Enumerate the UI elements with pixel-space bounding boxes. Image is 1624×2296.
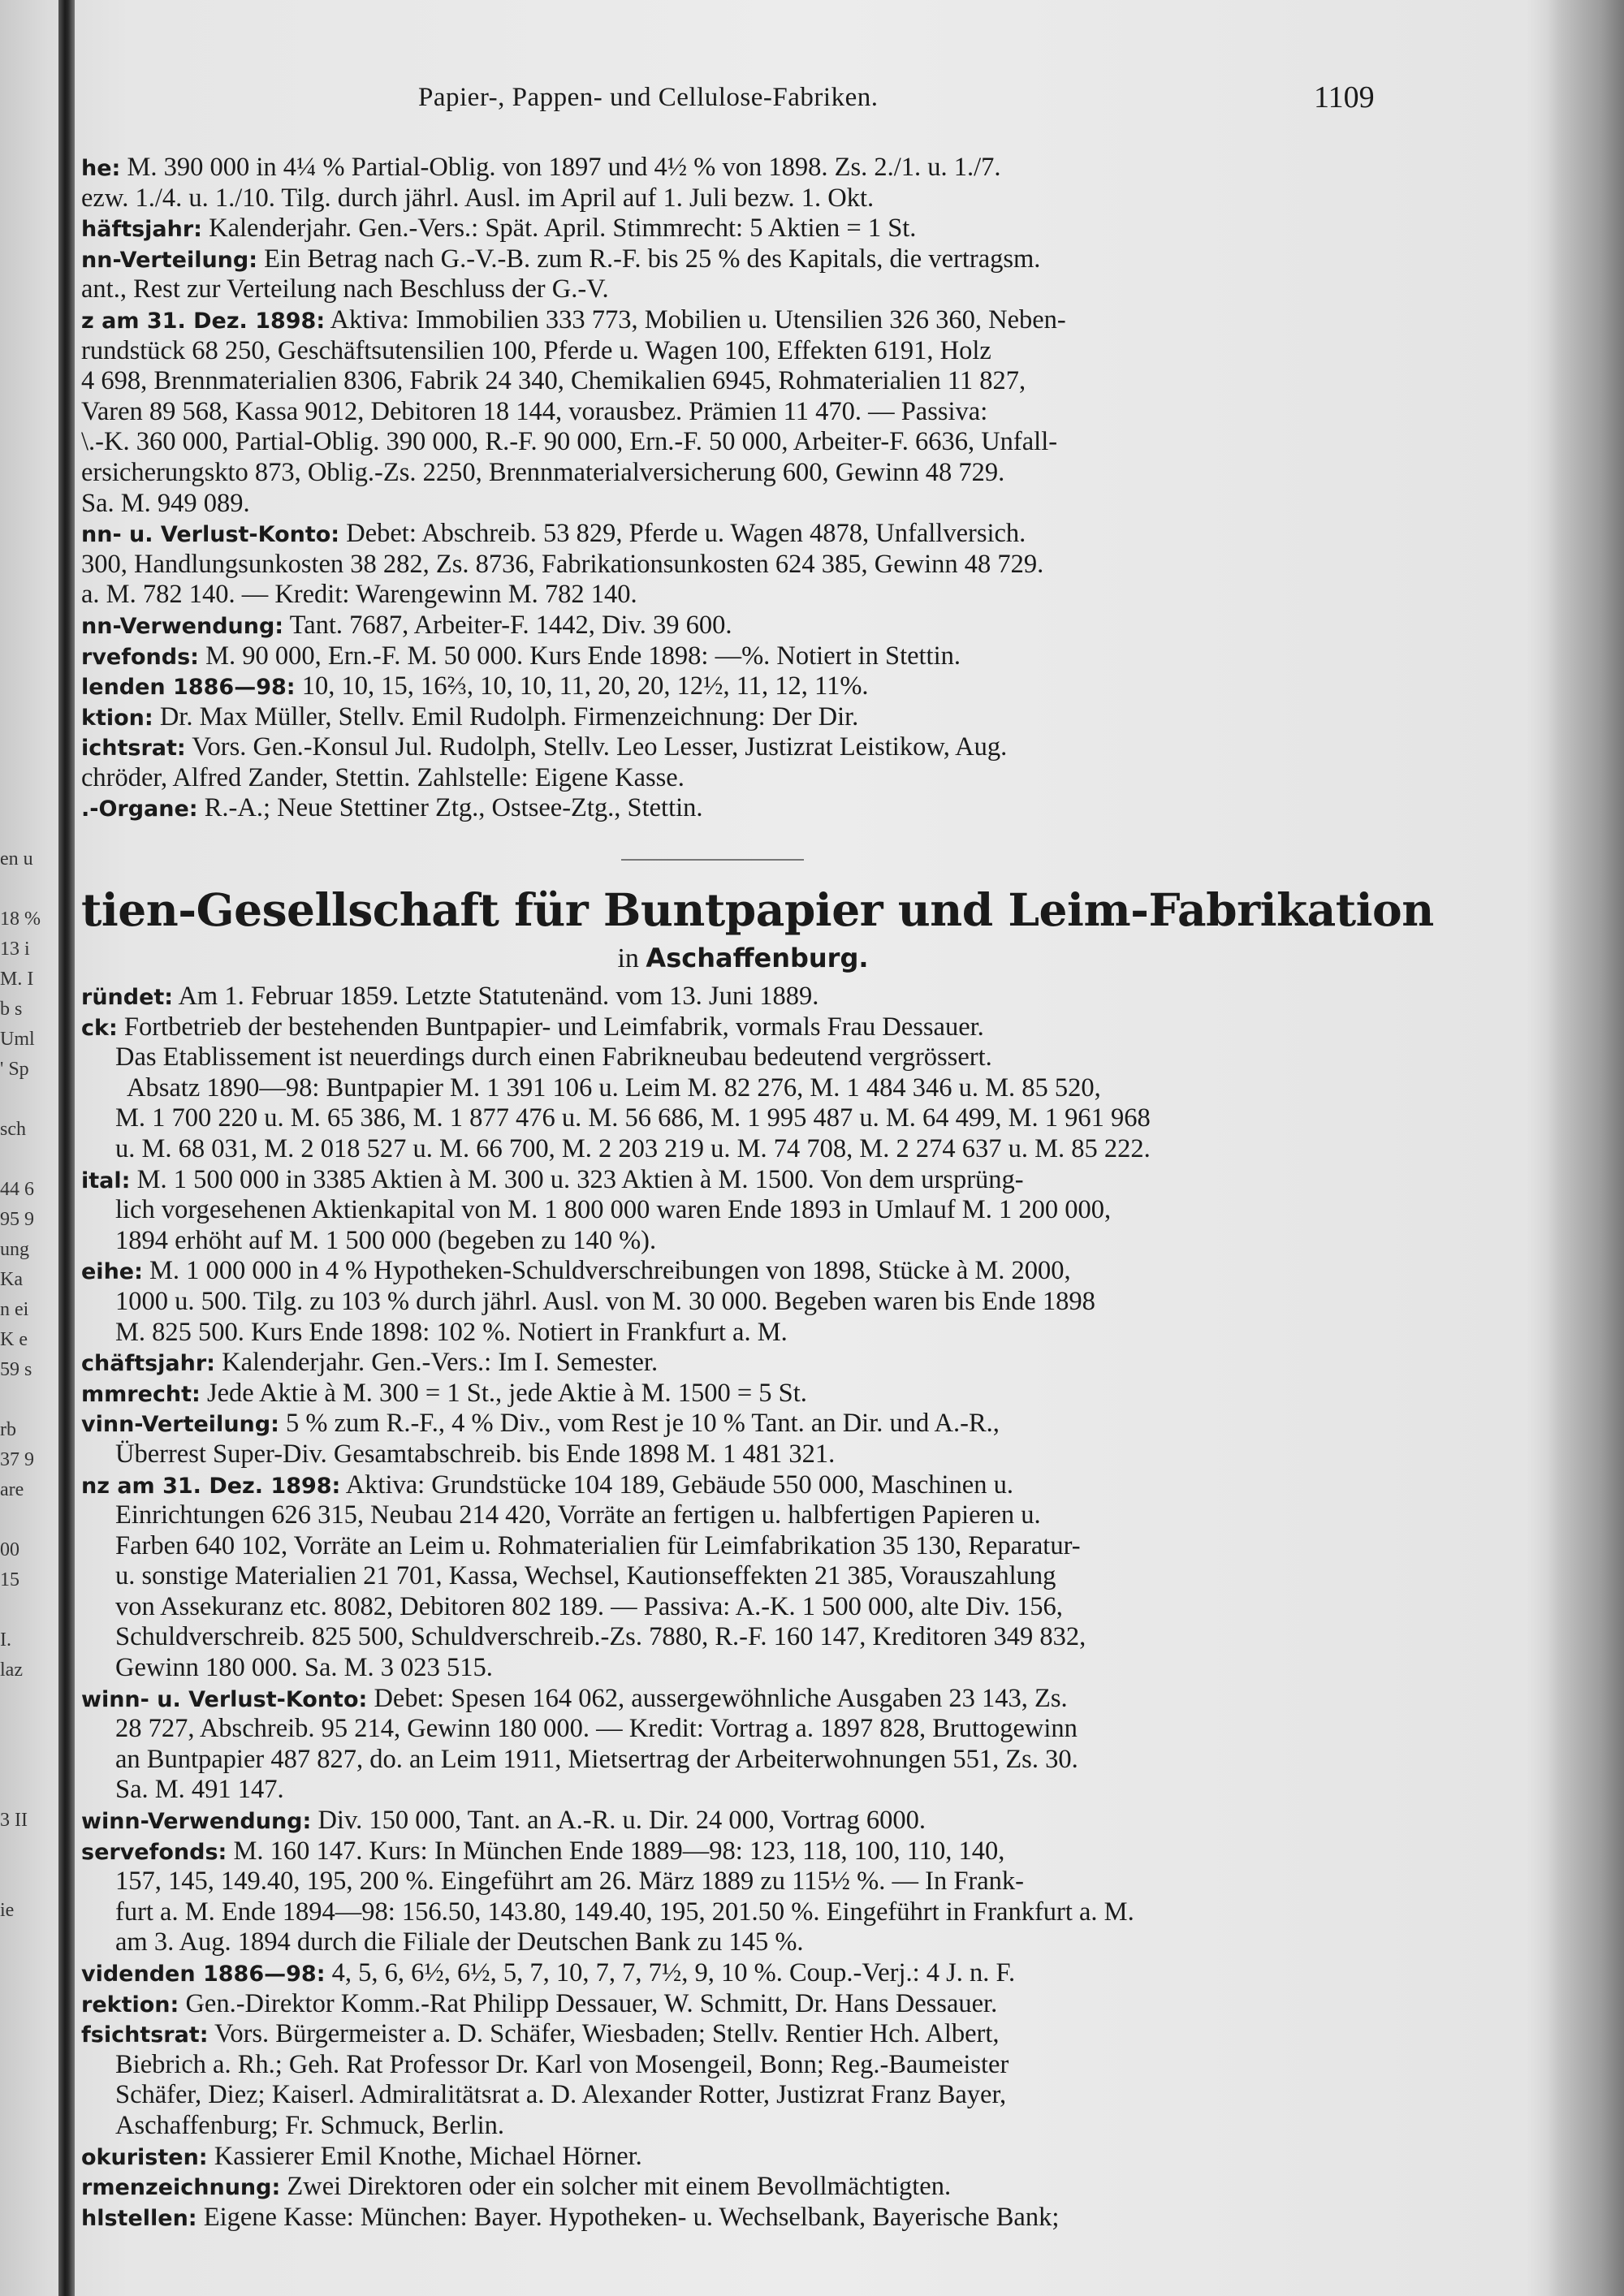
- entry-text: Schuldverschreib. 825 500, Schuldverschreib.-Zs. 7880, R.-F. 160 147, Kreditoren 349 832,: [115, 1622, 1086, 1652]
- entry-text: furt a. M. Ende 1894—98: 156.50, 143.80, 149.40, 195, 201.50 %. Eingeführt in Frankfurt a. M.: [115, 1897, 1134, 1927]
- margin-fragment: [0, 1866, 58, 1896]
- margin-fragment: Ka: [0, 1269, 23, 1290]
- entry-text: Kassierer Emil Knothe, Michael Hörner.: [207, 2141, 642, 2171]
- entry-text: Jede Aktie à M. 300 = 1 St., jede Aktie à M. 1500 = 5 St.: [200, 1378, 807, 1408]
- margin-fragment: K e: [0, 1329, 28, 1350]
- text-line: [81, 580, 1405, 611]
- entry-text: M. 1 500 000 in 3385 Aktien à M. 300 u. 323 Aktien à M. 1500. Von dem ursprüng-: [130, 1164, 1024, 1194]
- text-line: [81, 489, 1405, 520]
- text-line: [81, 1195, 1405, 1226]
- entry-text: Sa. M. 949 089.: [81, 488, 250, 518]
- entry-label: .-Organe:: [81, 796, 198, 822]
- margin-fragment: 13 i: [0, 939, 30, 960]
- margin-fragment: [0, 1085, 58, 1115]
- entry-text: Tant. 7687, Arbeiter-F. 1442, Div. 39 600.: [283, 610, 732, 640]
- text-line: [81, 1684, 1405, 1715]
- section-divider: [621, 859, 804, 861]
- entry-text: a. M. 782 140. — Kredit: Warengewinn M. 782 140.: [81, 580, 637, 610]
- margin-fragment: en u: [0, 848, 33, 870]
- entry-text: 1894 erhöht auf M. 1 500 000 (begeben zu 140 %).: [115, 1225, 657, 1255]
- entry-text: chröder, Alfred Zander, Stettin. Zahlstelle: Eigene Kasse.: [81, 762, 685, 792]
- text-line: [81, 1867, 1405, 1897]
- entry-label: okuristen:: [81, 2144, 208, 2170]
- text-line: [81, 1379, 1405, 1409]
- entry-label: mmrecht:: [81, 1381, 201, 1407]
- entry-text: lich vorgesehenen Aktienkapital von M. 1 800 000 waren Ende 1893 in Umlauf M. 1 200 000,: [115, 1195, 1112, 1225]
- text-line: [81, 458, 1405, 489]
- entry-text: Dr. Max Müller, Stellv. Emil Rudolph. Firmenzeichnung: Der Dir.: [153, 701, 859, 732]
- text-line: [81, 1500, 1405, 1531]
- margin-fragment: ung: [0, 1239, 29, 1260]
- margin-fragment: I.: [0, 1629, 11, 1651]
- text-line: [81, 793, 1405, 824]
- text-line: [81, 244, 1405, 275]
- entry-text: 5 % zum R.-F., 4 % Div., vom Rest je 10 % Tant. an Dir. und A.-R.,: [279, 1409, 1000, 1439]
- margin-fragment: 37 9: [0, 1449, 34, 1470]
- margin-fragment: b s: [0, 999, 23, 1020]
- entry-text: 157, 145, 149.40, 195, 200 %. Eingeführt am 26. März 1889 zu 115½ %. — In Frank-: [115, 1867, 1024, 1897]
- margin-fragment: [0, 1505, 58, 1535]
- entry-text: Kalenderjahr. Gen.-Vers.: Im I. Semester.: [214, 1348, 659, 1378]
- text-line: [81, 732, 1405, 763]
- entry-text: 28 727, Abschreib. 95 214, Gewinn 180 000. — Kredit: Vortrag a. 1897 828, Bruttogewinn: [115, 1714, 1078, 1744]
- entry-text: R.-A.; Neue Stettiner Ztg., Ostsee-Ztg., Stettin.: [197, 793, 703, 823]
- text-line: [81, 2080, 1405, 2111]
- entry-text: 300, Handlungsunkosten 38 282, Zs. 8736, Fabrikationsunkosten 624 385, Gewinn 48 729.: [81, 549, 1044, 579]
- text-line: [81, 641, 1405, 672]
- entry-text: Aschaffenburg; Fr. Schmuck, Berlin.: [115, 2110, 505, 2140]
- entry-text: ersicherungskto 873, Oblig.-Zs. 2250, Brennmaterialversicherung 600, Gewinn 48 729.: [81, 457, 1005, 487]
- entry-label: ichtsrat:: [81, 736, 186, 762]
- text-line: [81, 1409, 1405, 1439]
- entry-label: eihe:: [81, 1259, 143, 1285]
- book-binding-shadow: [58, 0, 75, 2296]
- text-line: [81, 2050, 1405, 2081]
- text-line: [81, 1439, 1405, 1470]
- text-line: [81, 1775, 1405, 1806]
- text-line: [81, 1012, 1405, 1043]
- entry-label: rektion:: [81, 1992, 179, 2018]
- margin-fragment: 18 %: [0, 908, 41, 930]
- margin-fragment: ' Sp: [0, 1059, 29, 1080]
- entry-text: Aktiva: Immobilien 333 773, Mobilien u. Utensilien 326 360, Neben-: [325, 304, 1066, 334]
- entry-label: servefonds:: [81, 1839, 227, 1865]
- text-line: [81, 1531, 1405, 1562]
- running-title: Papier-, Pappen- und Cellulose-Fabriken.: [418, 83, 879, 112]
- entry-label: videnden 1886—98:: [81, 1962, 326, 1987]
- entry-label: rvefonds:: [81, 644, 199, 670]
- text-line: [81, 982, 1405, 1012]
- entry-text: M. 90 000, Ern.-F. M. 50 000. Kurs Ende 1898: —%. Notiert in Stettin.: [198, 641, 961, 671]
- company-location: [81, 943, 1405, 974]
- entry-text: Einrichtungen 626 315, Neubau 214 420, Vorräte an fertigen u. halbfertigen Papieren u.: [115, 1500, 1041, 1530]
- text-line: [81, 2111, 1405, 2142]
- entry-text: Gen.-Direktor Komm.-Rat Philipp Dessauer, W. Schmitt, Dr. Hans Dessauer.: [179, 1988, 998, 2018]
- text-line: [81, 1318, 1405, 1349]
- entry-text: an Buntpapier 487 827, do. an Leim 1911, Mietsertrag der Arbeiterwohnungen 551, Zs. 30.: [115, 1744, 1078, 1774]
- text-line: [81, 763, 1405, 794]
- text-line: [81, 1897, 1405, 1928]
- company-entry-stettin: [81, 153, 1405, 824]
- margin-fragment: [0, 874, 58, 904]
- entry-text: Am 1. Februar 1859. Letzte Statutenänd. vom 13. Juni 1889.: [173, 982, 819, 1011]
- page-number: 1109: [1314, 80, 1375, 114]
- text-line: [81, 2172, 1405, 2203]
- entry-text: Biebrich a. Rh.; Geh. Rat Professor Dr. Karl von Mosengeil, Bonn; Reg.-Baumeister: [115, 2049, 1009, 2079]
- entry-text: ezw. 1./4. u. 1./10. Tilg. durch jährl. Ausl. im April auf 1. Juli bezw. 1. Okt.: [81, 183, 875, 213]
- company-entry-aschaffenburg: [81, 982, 1405, 2233]
- text-line: [81, 1103, 1405, 1134]
- entry-text: ant., Rest zur Verteilung nach Beschluss der G.-V.: [81, 274, 609, 304]
- entry-label: fsichtsrat:: [81, 2022, 209, 2048]
- margin-fragment: [0, 1746, 58, 1776]
- facing-page-margin: [0, 844, 58, 1926]
- text-line: [81, 1256, 1405, 1287]
- entry-text: Sa. M. 491 147.: [115, 1775, 284, 1805]
- entry-label: lenden 1886—98:: [81, 675, 296, 701]
- entry-text: Überrest Super-Div. Gesamtabschreib. bis Ende 1898 M. 1 481 321.: [115, 1439, 836, 1469]
- margin-fragment: Uml: [0, 1029, 35, 1050]
- entry-label: nn- u. Verlust-Konto:: [81, 522, 340, 548]
- entry-text: Fortbetrieb der bestehenden Buntpapier- und Leimfabrik, vormals Frau Dessauer.: [117, 1012, 984, 1042]
- entry-label: nn-Verwendung:: [81, 613, 284, 639]
- margin-fragment: rb: [0, 1419, 16, 1440]
- entry-text: rundstück 68 250, Geschäftsutensilien 100, Pferde u. Wagen 100, Effekten 6191, Holz: [81, 335, 991, 365]
- company-title: tien-Gesellschaft für Buntpapier und Leim-Fabrikation: [81, 883, 1434, 936]
- text-line: [81, 1989, 1405, 2020]
- entry-text: u. sonstige Materialien 21 701, Kassa, Wechsel, Kautionseffekten 21 385, Vorauszahlung: [115, 1561, 1056, 1591]
- text-line: [81, 1165, 1405, 1196]
- text-line: [81, 1927, 1405, 1958]
- entry-text: Ein Betrag nach G.-V.-B. zum R.-F. bis 25 % des Kapitals, die vertragsm.: [257, 244, 1041, 274]
- entry-text: Farben 640 102, Vorräte an Leim u. Rohmaterialien für Leimfabrikation 35 130, Reparatur-: [115, 1530, 1081, 1560]
- entry-text: Debet: Abschreib. 53 829, Pferde u. Wagen 4878, Unfallversich.: [339, 519, 1026, 549]
- entry-label: ktion:: [81, 705, 153, 731]
- entry-text: Das Etablissement ist neuerdings durch einen Fabrikneubau bedeutend vergrössert.: [115, 1042, 992, 1072]
- margin-fragment: [0, 1385, 58, 1415]
- text-line: [81, 1653, 1405, 1684]
- entry-text: 4, 5, 6, 6½, 6½, 5, 7, 10, 7, 7, 7½, 9, 10 %. Coup.-Verj.: 4 J. n. F.: [325, 1958, 1016, 1987]
- entry-label: vinn-Verteilung:: [81, 1412, 279, 1438]
- entry-label: hlstellen:: [81, 2205, 197, 2231]
- entry-label: ck:: [81, 1015, 118, 1041]
- entry-text: Gewinn 180 000. Sa. M. 3 023 515.: [115, 1653, 493, 1683]
- text-line: [81, 214, 1405, 244]
- entry-label: ital:: [81, 1167, 131, 1193]
- text-line: [81, 1073, 1405, 1104]
- entry-text: u. M. 68 031, M. 2 018 527 u. M. 66 700, M. 2 203 219 u. M. 74 708, M. 2 274 637 u. M. 85 222.: [115, 1133, 1151, 1163]
- margin-fragment: 95 9: [0, 1209, 34, 1230]
- margin-fragment: [0, 1685, 58, 1716]
- text-line: [81, 550, 1405, 580]
- text-line: [81, 1745, 1405, 1776]
- entry-text: Zwei Direktoren oder ein solcher mit einem Bevollmächtigten.: [280, 2172, 952, 2202]
- entry-label: ründet:: [81, 985, 174, 1010]
- entry-label: winn- u. Verlust-Konto:: [81, 1686, 368, 1712]
- text-line: [81, 1134, 1405, 1165]
- entry-text: 10, 10, 15, 16⅔, 10, 10, 11, 20, 20, 12½, 11, 12, 11%.: [295, 671, 869, 701]
- text-line: [81, 2142, 1405, 2173]
- entry-text: 4 698, Brennmaterialien 8306, Fabrik 24 340, Chemikalien 6945, Rohmaterialien 11 827,: [81, 366, 1026, 396]
- margin-fragment: [0, 1776, 58, 1806]
- entry-text: M. 1 700 220 u. M. 65 386, M. 1 877 476 u. M. 56 686, M. 1 995 487 u. M. 64 499, M. 1 961 968: [115, 1103, 1151, 1133]
- entry-text: Vors. Bürgermeister a. D. Schäfer, Wiesbaden; Stellv. Rentier Hch. Albert,: [208, 2019, 1000, 2049]
- margin-fragment: 15: [0, 1569, 19, 1590]
- entry-text: 1000 u. 500. Tilg. zu 103 % durch jährl. Ausl. von M. 30 000. Begeben waren bis Ende 1898: [115, 1286, 1095, 1316]
- entry-label: winn-Verwendung:: [81, 1809, 312, 1835]
- entry-text: Vors. Gen.-Konsul Jul. Rudolph, Stellv. Leo Lesser, Justizrat Leistikow, Aug.: [185, 732, 1008, 762]
- entry-text: am 3. Aug. 1894 durch die Filiale der Deutschen Bank zu 145 %.: [115, 1927, 804, 1957]
- text-line: [81, 2203, 1405, 2233]
- text-line: [81, 397, 1405, 428]
- margin-fragment: 00: [0, 1539, 19, 1560]
- text-line: [81, 1348, 1405, 1379]
- margin-fragment: 3 II: [0, 1810, 28, 1831]
- entry-text: Aktiva: Grundstücke 104 189, Gebäude 550 000, Maschinen u.: [340, 1470, 1013, 1500]
- text-line: [81, 1958, 1405, 1989]
- entry-label: nn-Verteilung:: [81, 247, 258, 273]
- entry-label: z am 31. Dez. 1898:: [81, 308, 326, 334]
- location-place: Aschaffenburg.: [646, 943, 869, 973]
- entry-text: Schäfer, Diez; Kaiserl. Admiralitätsrat a. D. Alexander Rotter, Justizrat Franz Bayer,: [115, 2080, 1007, 2110]
- margin-fragment: [0, 1836, 58, 1866]
- text-line: [81, 274, 1405, 305]
- text-line: [81, 183, 1405, 214]
- entry-text: \.-K. 360 000, Partial-Oblig. 390 000, R.-F. 90 000, Ern.-F. 50 000, Arbeiter-F. 6636, Unfall-: [81, 427, 1058, 457]
- text-line: [81, 153, 1405, 183]
- text-line: [81, 611, 1405, 641]
- entry-text: Absatz 1890—98: Buntpapier M. 1 391 106 u. Leim M. 82 276, M. 1 484 346 u. M. 85 520,: [127, 1072, 1101, 1103]
- page-edge-shadow: [1547, 0, 1624, 2296]
- text-line: [81, 336, 1405, 367]
- text-line: [81, 1592, 1405, 1623]
- text-line: [81, 702, 1405, 733]
- text-line: [81, 1806, 1405, 1836]
- entry-label: chäftsjahr:: [81, 1351, 215, 1377]
- entry-text: Eigene Kasse: München: Bayer. Hypotheken- u. Wechselbank, Bayerische Bank;: [197, 2202, 1060, 2232]
- entry-text: M. 160 147. Kurs: In München Ende 1889—98: 123, 118, 100, 110, 140,: [227, 1836, 1005, 1866]
- text-line: [81, 519, 1405, 550]
- text-line: [81, 305, 1405, 336]
- text-line: [81, 1287, 1405, 1318]
- margin-fragment: M. I: [0, 969, 34, 990]
- text-line: [81, 1226, 1405, 1257]
- text-line: [81, 1042, 1405, 1073]
- text-line: [81, 1561, 1405, 1592]
- entry-label: rmenzeichnung:: [81, 2175, 281, 2201]
- entry-text: Debet: Spesen 164 062, aussergewöhnliche Ausgaben 23 143, Zs.: [367, 1683, 1068, 1713]
- entry-text: M. 390 000 in 4¼ % Partial-Oblig. von 1897 und 4½ % von 1898. Zs. 2./1. u. 1./7.: [120, 153, 1001, 182]
- margin-fragment: 44 6: [0, 1179, 34, 1200]
- entry-text: Div. 150 000, Tant. an A.-R. u. Dir. 24 000, Vortrag 6000.: [311, 1806, 926, 1836]
- entry-text: Varen 89 568, Kassa 9012, Debitoren 18 144, vorausbez. Prämien 11 470. — Passiva:: [81, 396, 988, 426]
- margin-fragment: are: [0, 1479, 24, 1500]
- entry-label: häftsjahr:: [81, 217, 202, 243]
- text-line: [81, 366, 1405, 397]
- margin-fragment: [0, 1595, 58, 1625]
- margin-fragment: [0, 1716, 58, 1746]
- margin-fragment: ie: [0, 1900, 15, 1921]
- text-line: [81, 671, 1405, 702]
- entry-text: Kalenderjahr. Gen.-Vers.: Spät. April. Stimmrecht: 5 Aktien = 1 St.: [201, 214, 917, 244]
- entry-text: von Assekuranz etc. 8082, Debitoren 802 189. — Passiva: A.-K. 1 500 000, alte Div. 156,: [115, 1591, 1063, 1621]
- margin-fragment: [0, 1145, 58, 1175]
- entry-text: M. 825 500. Kurs Ende 1898: 102 %. Notiert in Frankfurt a. M.: [115, 1317, 788, 1347]
- entry-label: nz am 31. Dez. 1898:: [81, 1473, 341, 1499]
- text-line: [81, 1714, 1405, 1745]
- text-line: [81, 1622, 1405, 1653]
- margin-fragment: n ei: [0, 1299, 29, 1320]
- entry-text: M. 1 000 000 in 4 % Hypotheken-Schuldverschreibungen von 1898, Stücke à M. 2000,: [142, 1256, 1071, 1286]
- location-prefix: in: [617, 943, 639, 973]
- text-line: [81, 427, 1405, 458]
- text-line: [81, 1470, 1405, 1501]
- text-line: [81, 2019, 1405, 2050]
- text-line: [81, 1836, 1405, 1867]
- margin-fragment: 59 s: [0, 1359, 32, 1380]
- margin-fragment: sch: [0, 1119, 26, 1140]
- margin-fragment: laz: [0, 1659, 23, 1681]
- entry-label: he:: [81, 156, 121, 181]
